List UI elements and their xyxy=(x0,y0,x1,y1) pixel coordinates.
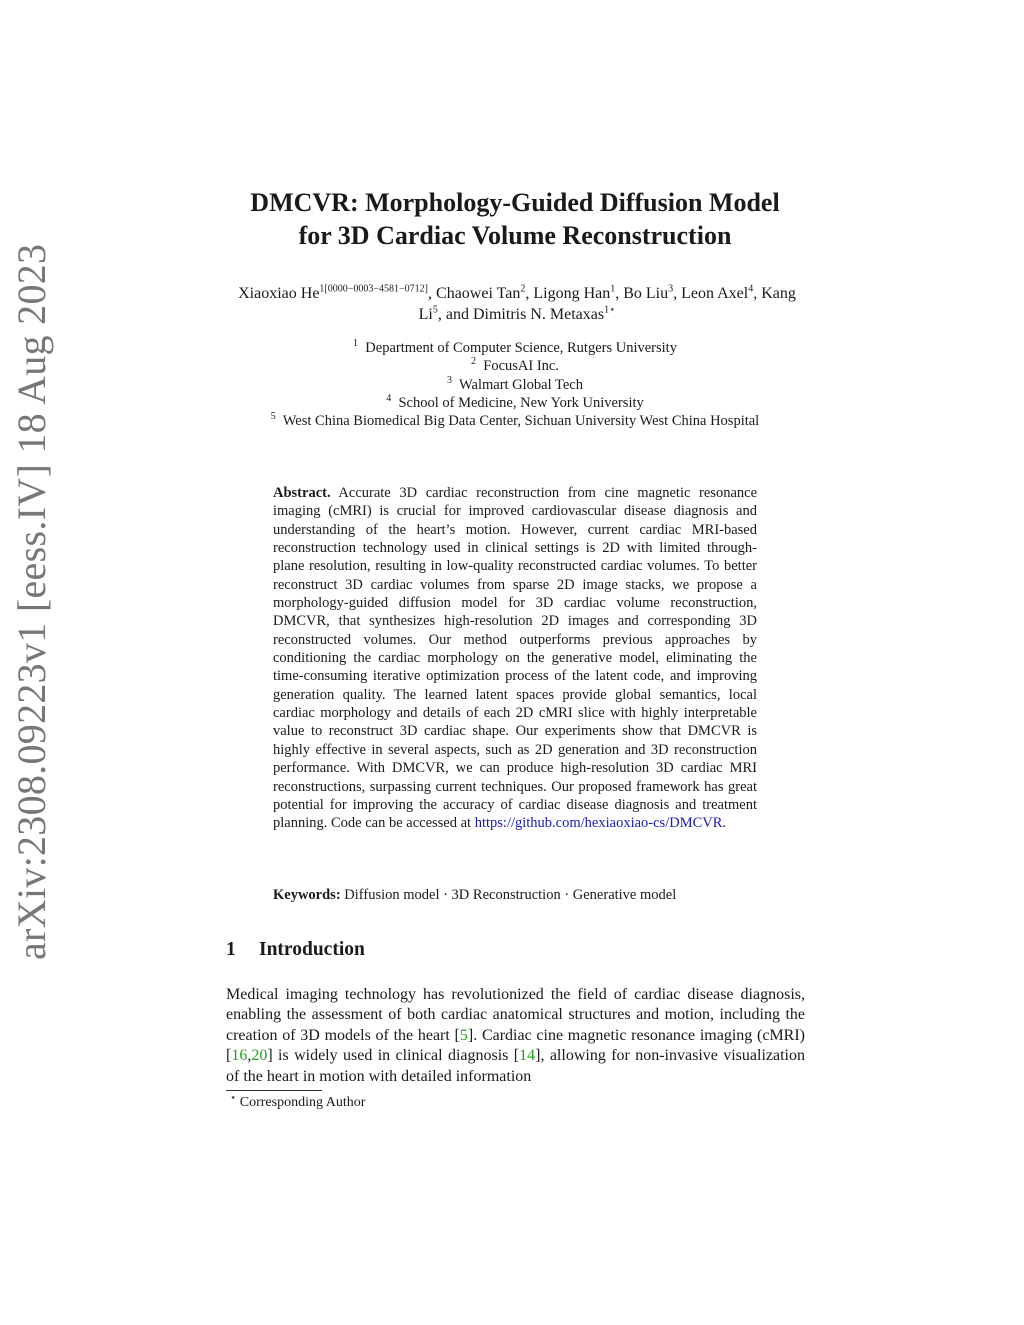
affiliation-text: School of Medicine, New York University xyxy=(398,394,644,411)
code-link[interactable]: https://github.com/hexiaoxiao-cs/DMCVR xyxy=(474,815,723,832)
author-superscript: 1[0000−0003−4581−0712] xyxy=(319,283,429,295)
paper-title xyxy=(180,186,850,252)
affiliation-list xyxy=(210,339,820,430)
author-name: , Kang Li xyxy=(418,285,796,323)
keywords xyxy=(273,886,757,905)
affiliation-number: 4 xyxy=(386,393,392,405)
affiliation xyxy=(210,376,820,394)
affiliation-text: Department of Computer Science, Rutgers University xyxy=(365,340,677,356)
intro-text: , xyxy=(247,1047,252,1065)
author-superscript: 2 xyxy=(520,283,526,295)
affiliation xyxy=(210,357,820,375)
footnote-rule xyxy=(226,1090,322,1091)
intro-text: ], allowing for non-invasive visualization of the heart in motion with detailed information xyxy=(226,1047,805,1085)
keywords-label: Keywords: xyxy=(273,887,341,903)
author-name: Xiaoxiao He xyxy=(238,285,320,302)
author-superscript: 4 xyxy=(748,283,754,295)
intro-text: ] is widely used in clinical diagnosis [ xyxy=(267,1047,520,1065)
affiliation xyxy=(210,339,820,357)
affiliation-number: 5 xyxy=(270,411,276,423)
intro-text: Medical imaging technology has revolutionized the field of cardiac disease diagnosis, enabling the assessment of both cardiac anatomical structures and motion, including the creation of 3D models of the heart [ xyxy=(226,986,805,1044)
affiliation-text: FocusAI Inc. xyxy=(483,358,559,375)
author-list xyxy=(226,283,808,325)
abstract-label: Abstract. xyxy=(273,485,331,501)
footnote xyxy=(230,1092,366,1111)
author-name: , Ligong Han xyxy=(525,285,611,302)
affiliation xyxy=(210,394,820,412)
author-superscript: 1⋆ xyxy=(604,304,616,316)
section-heading xyxy=(226,939,365,961)
author-superscript: 5 xyxy=(432,304,438,316)
keywords-text: Diffusion model · 3D Reconstruction · Generative model xyxy=(344,887,677,903)
author-name: , Bo Liu xyxy=(615,285,669,302)
abstract xyxy=(273,484,757,833)
title-line-1: DMCVR: Morphology-Guided Diffusion Model xyxy=(250,188,780,217)
affiliation xyxy=(210,412,820,430)
author-name: , Chaowei Tan xyxy=(428,285,521,302)
footnote-text: Corresponding Author xyxy=(239,1095,366,1110)
footnote-mark: ⋆ xyxy=(230,1092,237,1104)
section-title: Introduction xyxy=(259,939,365,960)
intro-text: ]. Cardiac cine magnetic resonance imaging (cMRI) [ xyxy=(226,1026,805,1065)
affiliation-number: 1 xyxy=(353,338,359,350)
affiliation-number: 3 xyxy=(447,374,452,386)
affiliation-number: 2 xyxy=(471,356,477,368)
author-superscript: 3 xyxy=(668,283,674,295)
author-name: , Leon Axel xyxy=(673,285,749,302)
citation-link[interactable]: 20 xyxy=(251,1047,268,1065)
author-name: , and Dimitris N. Metaxas xyxy=(437,306,605,323)
author-superscript: 1 xyxy=(610,283,616,295)
intro-paragraph xyxy=(226,985,805,1087)
citation-link[interactable]: 16 xyxy=(231,1047,248,1065)
abstract-end: . xyxy=(722,815,727,832)
title-line-2: for 3D Cardiac Volume Reconstruction xyxy=(298,221,732,250)
affiliation-text: Walmart Global Tech xyxy=(459,376,583,393)
affiliation-text: West China Biomedical Big Data Center, Sichuan University West China Hospital xyxy=(282,413,760,430)
abstract-text: Accurate 3D cardiac reconstruction from cine magnetic resonance imaging (cMRI) is crucial for improved cardiovascular disease diagnosis and understanding of the heart’s motion. However, current cardiac MRI-based reconstruction technology used in clinical settings is 2D with limited through-plane resolution, resulting in low-quality reconstructed cardiac volumes. To better reconstruct 3D cardiac volumes from sparse 2D image stacks, we propose a morphology-guided diffusion model for 3D cardiac volume reconstruction, DMCVR, that synthesizes high-resolution 2D images and corresponding 3D reconstructed volumes. Our method outperforms previous approaches by conditioning the cardiac morphology on the generative model, eliminating the time-consuming iterative optimization process of the latent code, and improving generation quality. The learned latent spaces provide global semantics, local cardiac morphology and details of each 2D cMRI slice with highly interpretable value to reconstruct 3D cardiac shape. Our experiments show that DMCVR is highly effective in several aspects, such as 2D generation and 3D reconstruction performance. With DMCVR, we can produce high-resolution 3D cardiac MRI reconstructions, surpassing current techniques. Our proposed framework has great potential for improving the accuracy of cardiac disease diagnosis and treatment planning. Code can be accessed at xyxy=(273,485,758,832)
arxiv-identifier: arXiv:2308.09223v1 [eess.IV] 18 Aug 2023 xyxy=(9,243,54,960)
section-number: 1 xyxy=(226,939,236,960)
citation-link[interactable]: 5 xyxy=(459,1026,468,1044)
citation-link[interactable]: 14 xyxy=(519,1047,536,1065)
